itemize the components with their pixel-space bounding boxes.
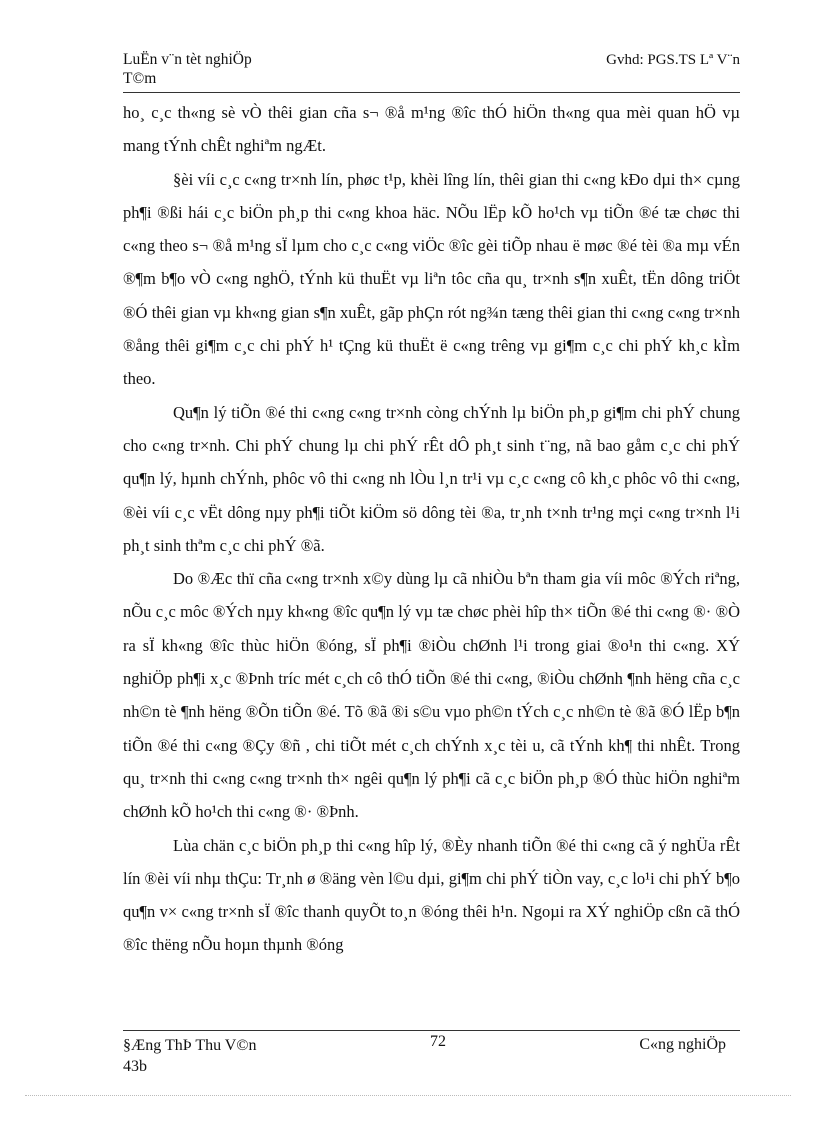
paragraph-4: Do ®Æc thï cña c«ng tr×nh x©y dùng lµ cã nhiÒu bªn tham gia víi môc ®Ých riªng, nÕu c¸c môc ®Ých nµy kh«ng ®îc qu¶n lý vµ tæ chøc phèi hîp th× tiÕn ®é thi c«ng ®· ®Ò ra sÏ kh«ng ®îc thùc hiÖn ®óng, sÏ ph¶i ®iÒu chØnh l¹i trong giai ®o¹n thi c«ng. XÝ nghiÖp ph¶i x¸c ®Þnh tríc mét c¸ch cô thÓ tiÕn ®é thi c«ng, ®iÒu chØnh ¶nh hëng cña c¸c nh©n tè ¶nh hëng ®Õn tiÕn ®é. Tõ ®ã ®i s©u vµo ph©n tÝch c¸c nh©n tè ®ã ®Ó lËp b¶n tiÕn ®é thi c«ng ®Çy ®ñ , chi tiÕt mét c¸ch chÝnh x¸c tèi u, cã tÝnh kh¶ thi nhÊt. Trong qu¸ tr×nh thi c«ng c«ng tr×nh th× ngêi qu¶n lý ph¶i cã c¸c biÖn ph¸p ®Ó thùc hiÖn nghiªm chØnh kÕ ho¹ch thi c«ng ®· ®Þnh. <box>123 569 740 822</box>
header-title-line2: T©m <box>123 70 157 87</box>
header-divider <box>123 92 740 93</box>
footer-department: C«ng nghiÖp <box>639 1036 726 1053</box>
header-supervisor: Gvhd: PGS.TS Lª V¨n <box>606 52 740 68</box>
paragraph-1: ho¸ c¸c th«ng sè vÒ thêi gian cña s¬ ®å m¹ng ®îc thÓ hiÖn th«ng qua mèi quan hÖ vµ mang tÝnh chÊt nghiªm ngÆt. <box>123 103 740 156</box>
footer-author-class: 43b <box>123 1058 147 1075</box>
paragraph-5: Lùa chän c¸c biÖn ph¸p thi c«ng hîp lý, ®Èy nhanh tiÕn ®é thi c«ng cã ý nghÜa rÊt lín ®èi víi nhµ thÇu: Tr¸nh ø ®äng vèn l©u dµi, gi¶m chi phÝ tiÒn vay, c¸c lo¹i chi phÝ b¶o qu¶n v× c«ng tr×nh sÏ ®îc thanh quyÕt to¸n ®óng thêi h¹n. Ngoµi ra XÝ nghiÖp cßn cã thÓ ®îc thëng nÕu hoµn thµnh ®óng <box>123 835 740 955</box>
footer-author <box>123 1035 257 1077</box>
page-edge-divider <box>25 1095 791 1096</box>
header-thesis-title <box>123 50 252 88</box>
paragraph-3: Qu¶n lý tiÕn ®é thi c«ng c«ng tr×nh còng chÝnh lµ biÖn ph¸p gi¶m chi phÝ chung cho c«ng tr×nh. Chi phÝ chung lµ chi phÝ rÊt dÔ ph¸t sinh t¨ng, nã bao gåm c¸c chi phÝ qu¶n lý, hµnh chÝnh, phôc vô thi c«ng nh lÒu l¸n tr¹i vµ c¸c c«ng cô kh¸c phôc vô thi c«ng, ®èi víi c¸c vËt dông nµy ph¶i tiÕt kiÖm sö dông tèi ®a, tr¸nh t×nh tr¹ng mçi c«ng tr×nh l¹i ph¸t sinh thªm c¸c chi phÝ ®ã. <box>123 402 740 555</box>
header-title-line1: LuËn v¨n tèt nghiÖp <box>123 51 252 68</box>
page-number: 72 <box>430 1033 446 1050</box>
body-text <box>123 96 740 962</box>
paragraph-2: §èi víi c¸c c«ng tr×nh lín, phøc t¹p, khèi lîng lín, thêi gian thi c«ng kÐo dµi th× cµng ph¶i ®ßi hái c¸c biÖn ph¸p thi c«ng khoa häc. NÕu lËp kÕ ho¹ch vµ tiÕn ®é tæ chøc thi c«ng theo s¬ ®å m¹ng sÏ lµm cho c¸c c«ng viÖc ®îc gèi tiÕp nhau ë møc ®é tèi ®a mµ vÉn ®¶m b¶o vÒ c«ng nghÖ, tÝnh kü thuËt vµ liªn tôc cña qu¸ tr×nh s¶n xuÊt, tËn dông triÖt ®Ó thêi gian vµ kh«ng gian s¶n xuÊt, gãp phÇn rót ng¾n tæng thêi gian thi c«ng c«ng tr×nh ®ång thêi gi¶m c¸c chi phÝ h¹ tÇng kü thuËt ë c«ng trêng vµ gi¶m c¸c chi phÝ kh¸c kÌm theo. <box>123 169 740 389</box>
footer-author-name: §Æng ThÞ Thu V©n <box>123 1037 257 1054</box>
footer-divider <box>123 1030 740 1031</box>
